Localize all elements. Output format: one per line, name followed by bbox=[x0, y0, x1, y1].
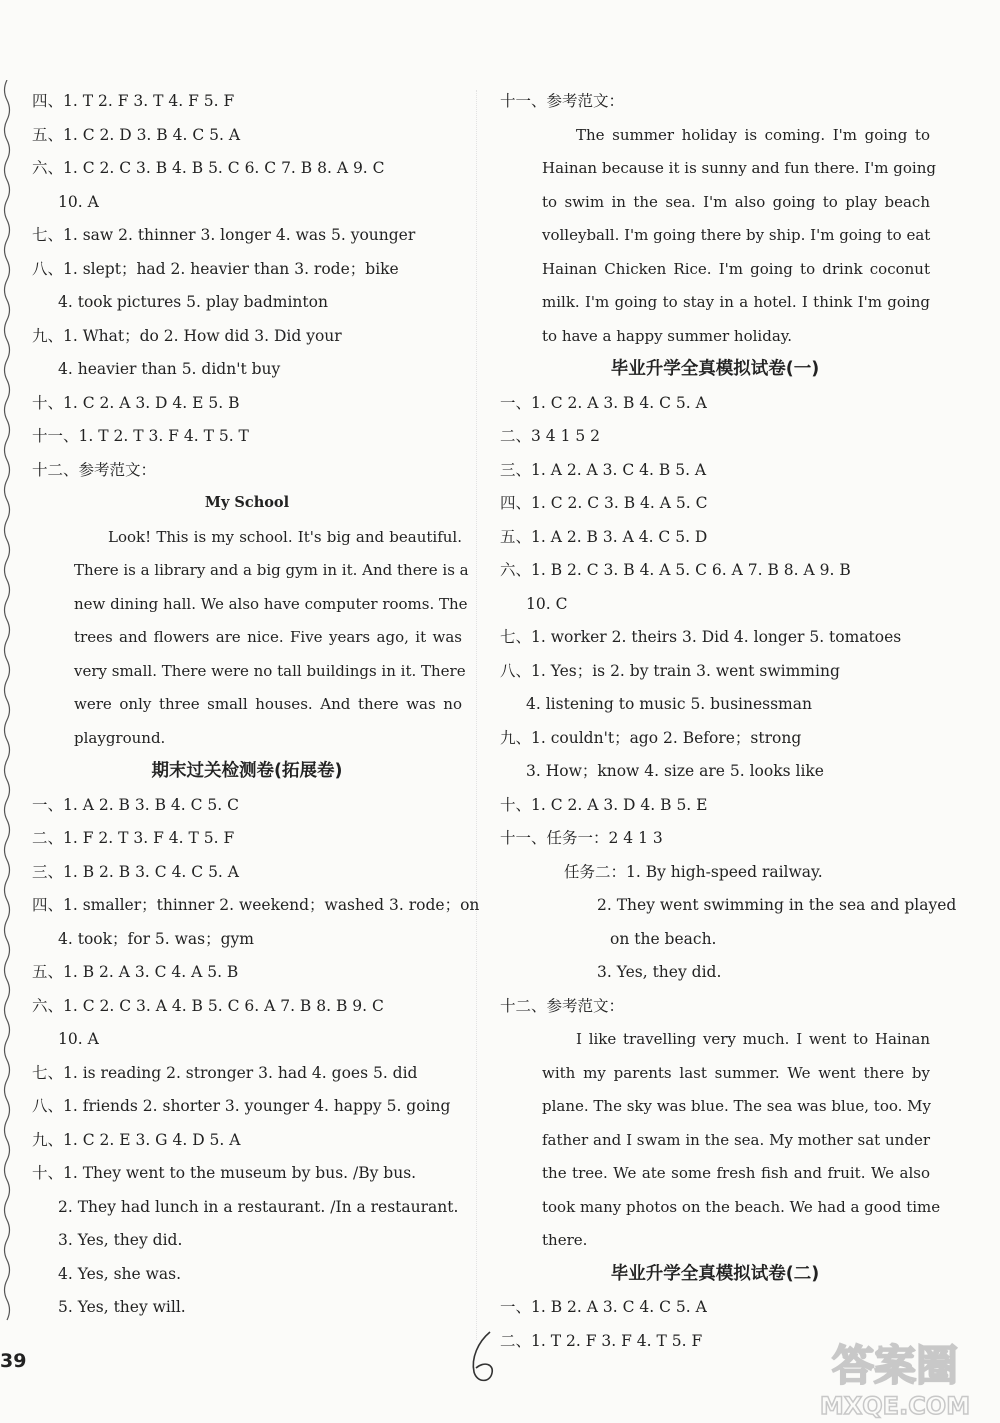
right-line-28: I like travelling very much. I went to Hainan bbox=[576, 1030, 930, 1048]
right-line-5: Hainan Chicken Rice. I'm going to drink coconut bbox=[542, 259, 930, 278]
left-line-32: 十、1. They went to the museum by bus. /By bus. bbox=[32, 1164, 417, 1182]
left-line-25: 4. took；for 5. was；gym bbox=[58, 929, 254, 948]
right-line-11: 三、1. A 2. A 3. C 4. B 5. A bbox=[500, 460, 707, 479]
left-line-21: 一、1. A 2. B 3. B 4. C 5. C bbox=[32, 795, 239, 814]
left-line-0: 四、1. T 2. F 3. T 4. F 5. F bbox=[32, 92, 235, 110]
left-line-4: 七、1. saw 2. thinner 3. longer 4. was 5. younger bbox=[32, 226, 416, 244]
right-column bbox=[500, 88, 957, 1361]
page-number: 39 bbox=[0, 1350, 27, 1372]
right-line-8: 毕业升学全真模拟试卷(一) bbox=[610, 359, 820, 379]
left-line-11: 十二、参考范文： bbox=[32, 460, 157, 479]
right-line-2: Hainan because it is sunny and fun there. I'm going bbox=[542, 159, 936, 177]
right-line-17: 八、1. Yes；is 2. by train 3. went swimming bbox=[500, 661, 840, 680]
handwritten-six-mark bbox=[466, 1328, 500, 1386]
watermark-url: MXQE.COM bbox=[819, 1392, 971, 1420]
left-line-10: 十一、1. T 2. T 3. F 4. T 5. T bbox=[32, 427, 249, 445]
left-line-29: 七、1. is reading 2. stronger 3. had 4. goes 5. did bbox=[32, 1063, 418, 1082]
left-line-2: 六、1. C 2. C 3. B 4. B 5. C 6. C 7. B 8. A 9. C bbox=[32, 159, 385, 177]
watermark-logo bbox=[795, 1330, 995, 1420]
right-line-19: 九、1. couldn't；ago 2. Before；strong bbox=[500, 728, 802, 747]
left-line-12: My School bbox=[204, 494, 290, 511]
watermark-text: 答案圈 bbox=[831, 1341, 959, 1390]
left-line-31: 九、1. C 2. E 3. G 4. D 5. A bbox=[32, 1130, 241, 1149]
right-line-25: on the beach. bbox=[610, 929, 717, 948]
right-line-31: father and I swam in the sea. My mother sat under bbox=[542, 1130, 930, 1149]
binding-edge bbox=[0, 80, 14, 1330]
right-line-18: 4. listening to music 5. businessman bbox=[526, 695, 812, 713]
left-line-26: 五、1. B 2. A 3. C 4. A 5. B bbox=[32, 963, 239, 981]
right-line-16: 七、1. worker 2. theirs 3. Did 4. longer 5. tomatoes bbox=[500, 628, 902, 646]
right-line-24: 2. They went swimming in the sea and played bbox=[597, 896, 957, 914]
left-line-15: new dining hall. We also have computer rooms. The bbox=[74, 594, 468, 613]
right-line-22: 十一、任务一：2 4 1 3 bbox=[500, 829, 663, 847]
right-line-37: 二、1. T 2. F 3. F 4. T 5. F bbox=[500, 1331, 703, 1350]
right-line-14: 六、1. B 2. C 3. B 4. A 5. C 6. A 7. B 8. A 9. B bbox=[500, 561, 851, 579]
left-line-7: 九、1. What；do 2. How did 3. Did your bbox=[32, 326, 342, 345]
right-line-20: 3. How；know 4. size are 5. looks like bbox=[526, 762, 824, 780]
right-line-35: 毕业升学全真模拟试卷(二) bbox=[610, 1263, 820, 1284]
right-line-27: 十二、参考范文： bbox=[500, 996, 625, 1015]
left-line-17: very small. There were no tall buildings in it. There bbox=[74, 661, 466, 680]
left-line-33: 2. They had lunch in a restaurant. /In a restaurant. bbox=[58, 1197, 459, 1216]
right-line-29: with my parents last summer. We went there by bbox=[542, 1063, 930, 1082]
left-line-19: playground. bbox=[74, 728, 166, 747]
right-line-6: milk. I'm going to stay in a hotel. I think I'm going bbox=[542, 293, 930, 311]
left-line-1: 五、1. C 2. D 3. B 4. C 5. A bbox=[32, 125, 241, 144]
right-line-3: to swim in the sea. I'm also going to play beach bbox=[542, 192, 930, 211]
left-line-16: trees and flowers are nice. Five years ago, it was bbox=[74, 628, 462, 646]
left-column bbox=[32, 88, 480, 1328]
right-line-36: 一、1. B 2. A 3. C 4. C 5. A bbox=[500, 1298, 707, 1316]
right-line-13: 五、1. A 2. B 3. A 4. C 5. D bbox=[500, 527, 708, 546]
right-line-34: there. bbox=[542, 1231, 588, 1249]
left-line-8: 4. heavier than 5. didn't buy bbox=[58, 360, 281, 378]
left-line-23: 三、1. B 2. B 3. C 4. C 5. A bbox=[32, 862, 239, 881]
left-line-27: 六、1. C 2. C 3. A 4. B 5. C 6. A 7. B 8. B 9. C bbox=[32, 996, 384, 1015]
left-line-6: 4. took pictures 5. play badminton bbox=[58, 293, 328, 311]
right-line-33: took many photos on the beach. We had a good time bbox=[542, 1197, 941, 1216]
left-line-22: 二、1. F 2. T 3. F 4. T 5. F bbox=[32, 829, 235, 847]
left-line-13: Look! This is my school. It's big and beautiful. bbox=[108, 527, 462, 546]
right-line-30: plane. The sky was blue. The sea was blue, too. My bbox=[542, 1097, 931, 1115]
right-line-0: 十一、参考范文： bbox=[500, 92, 625, 110]
left-line-24: 四、1. smaller；thinner 2. weekend；washed 3. rode；on bbox=[32, 896, 480, 914]
left-line-5: 八、1. slept；had 2. heavier than 3. rode；bike bbox=[32, 259, 399, 278]
right-line-26: 3. Yes, they did. bbox=[597, 963, 722, 981]
right-line-1: The summer holiday is coming. I'm going to bbox=[576, 125, 930, 144]
left-line-36: 5. Yes, they will. bbox=[58, 1298, 186, 1316]
left-line-35: 4. Yes, she was. bbox=[58, 1264, 182, 1283]
right-line-7: to have a happy summer holiday. bbox=[542, 326, 793, 345]
right-line-23: 任务二：1. By high-speed railway. bbox=[564, 862, 823, 881]
left-line-34: 3. Yes, they did. bbox=[58, 1231, 183, 1249]
left-line-9: 十、1. C 2. A 3. D 4. E 5. B bbox=[32, 393, 240, 412]
right-line-4: volleyball. I'm going there by ship. I'm going to eat bbox=[542, 226, 931, 244]
left-line-14: There is a library and a big gym in it. And there is a bbox=[74, 561, 469, 579]
left-line-30: 八、1. friends 2. shorter 3. younger 4. happy 5. going bbox=[32, 1097, 451, 1115]
right-line-21: 十、1. C 2. A 3. D 4. B 5. E bbox=[500, 795, 708, 814]
right-line-10: 二、3 4 1 5 2 bbox=[500, 427, 601, 445]
left-line-20: 期末过关检测卷(拓展卷) bbox=[151, 761, 343, 781]
left-line-18: were only three small houses. And there was no bbox=[74, 695, 462, 713]
right-line-12: 四、1. C 2. C 3. B 4. A 5. C bbox=[500, 494, 708, 512]
left-line-28: 10. A bbox=[58, 1030, 99, 1048]
left-line-3: 10. A bbox=[58, 192, 99, 211]
right-line-32: the tree. We ate some fresh fish and fruit. We also bbox=[542, 1164, 930, 1182]
right-line-9: 一、1. C 2. A 3. B 4. C 5. A bbox=[500, 393, 707, 412]
column-divider bbox=[476, 90, 478, 1340]
right-line-15: 10. C bbox=[526, 594, 568, 613]
